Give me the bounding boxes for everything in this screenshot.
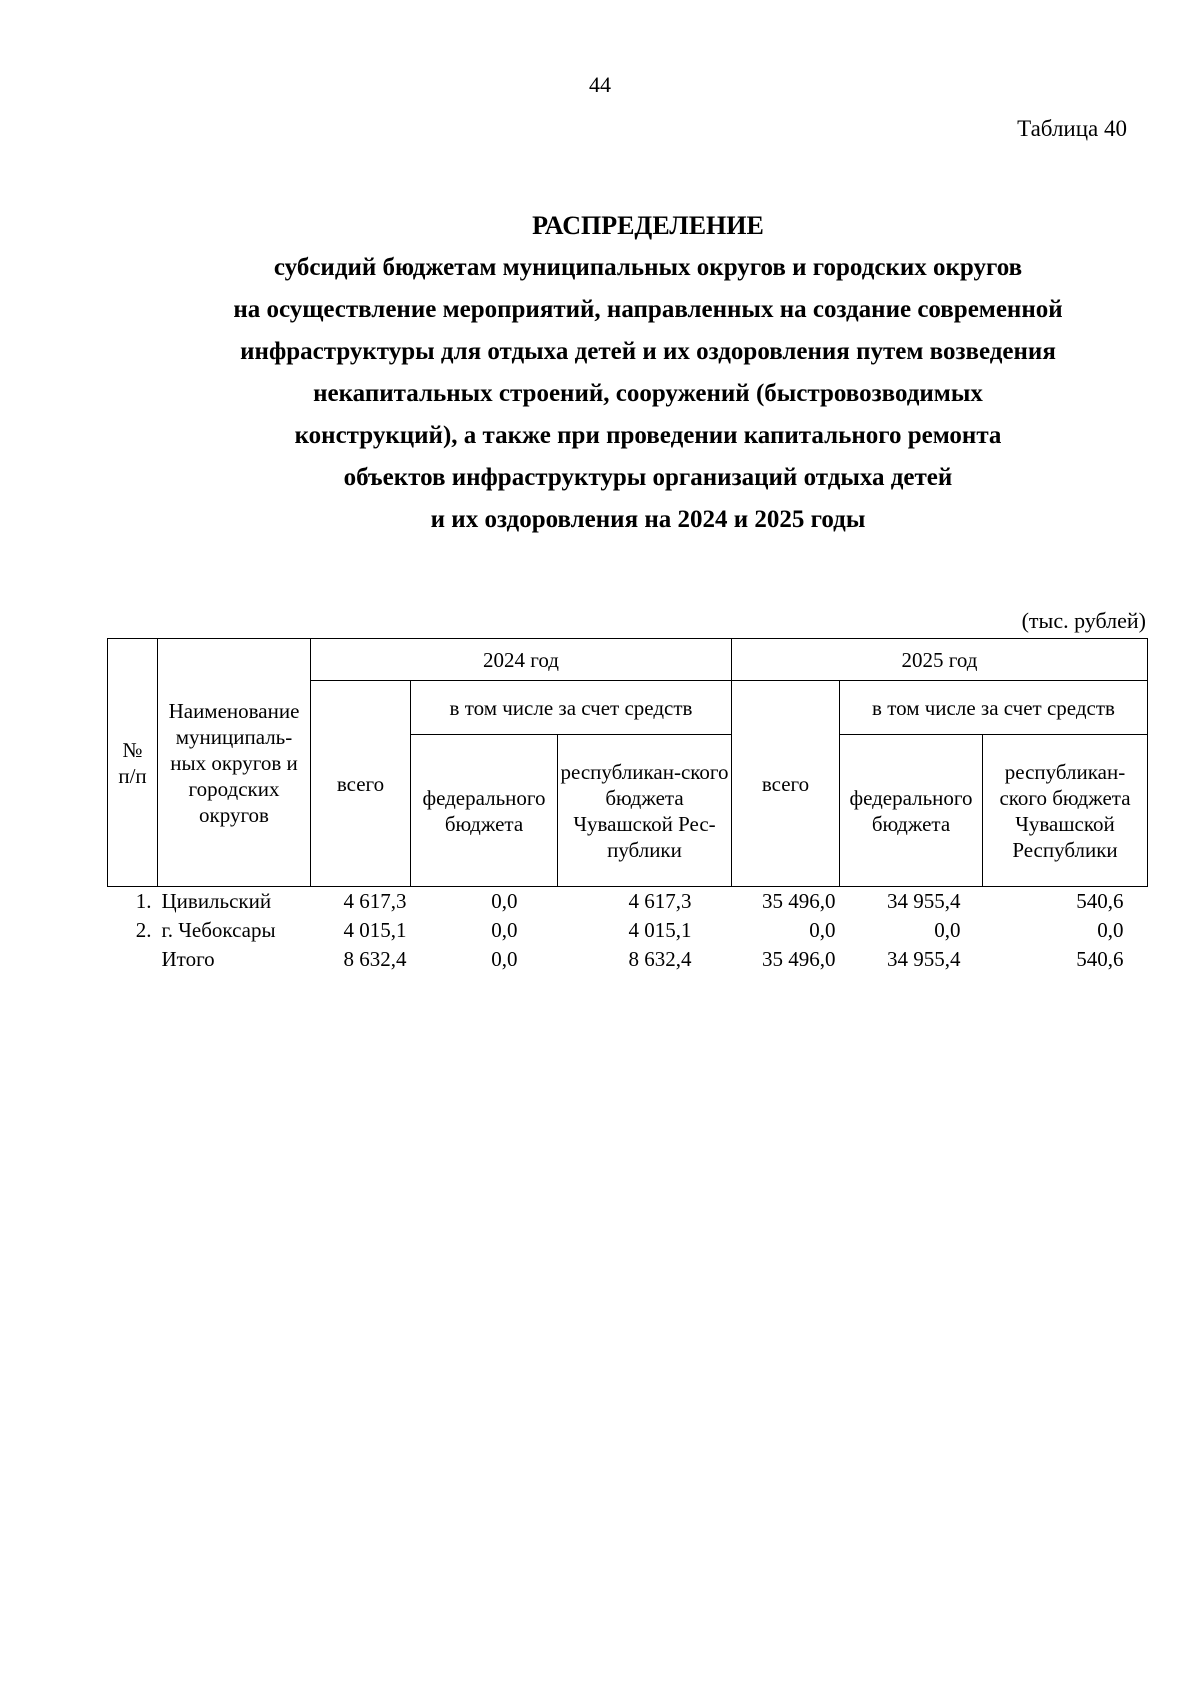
table-label: Таблица 40 [1017,116,1127,141]
header-year-2024: 2024 год [311,639,732,681]
row-number: 2. [135,918,152,942]
distribution-table [107,638,1148,974]
header-federal-2024: федерального бюджета [411,735,558,887]
table-row [108,916,1148,945]
total-2025: 0,0 [809,918,836,942]
table-row [108,945,1148,974]
title-line: некапитальных строений, сооружений (быстровозводимых [313,380,983,407]
total-2025: 35 496,0 [762,889,836,913]
document-title [150,205,1146,541]
republican-2024: 4 617,3 [628,889,692,913]
federal-2024: 0,0 [491,947,518,971]
row-name: Цивильский [161,889,272,913]
header-including-2025: в том числе за счет средств [840,681,1148,735]
header-republican-2024: республикан-ского бюджета Чувашской Рес-публики [558,735,732,887]
total-2025: 35 496,0 [762,947,836,971]
republican-2024: 4 015,1 [628,918,692,942]
federal-2024: 0,0 [491,889,518,913]
republican-2025: 0,0 [1097,918,1124,942]
header-number: № п/п [108,639,158,887]
federal-2025: 34 955,4 [887,889,961,913]
title-line: на осуществление мероприятий, направленных на создание современной [233,296,1063,323]
republican-2025: 540,6 [1076,889,1124,913]
title-line: конструкций), а также при проведении капитального ремонта [294,422,1002,449]
row-name: Итого [161,947,215,971]
row-number [108,945,158,974]
title-line: субсидий бюджетам муниципальных округов и городских округов [273,254,1023,281]
federal-2025: 34 955,4 [887,947,961,971]
title-line: инфраструктуры для отдыха детей и их оздоровления путем возведения [240,338,1056,365]
republican-2025: 540,6 [1076,947,1124,971]
header-federal-2025: федерального бюджета [840,735,983,887]
title-line: и их оздоровления на 2024 и 2025 годы [430,506,866,533]
header-name: Наименование муниципаль-ных округов и городских округов [158,639,311,887]
total-2024: 8 632,4 [343,947,407,971]
federal-2024: 0,0 [491,918,518,942]
row-name: г. Чебоксары [161,918,276,942]
header-total-2024: всего [311,681,411,887]
title-line: объектов инфраструктуры организаций отдыха детей [343,464,953,491]
republican-2024: 8 632,4 [628,947,692,971]
header-total-2025: всего [732,681,840,887]
page-number: 44 [589,72,611,97]
title-main: РАСПРЕДЕЛЕНИЕ [532,211,764,240]
header-year-2025: 2025 год [732,639,1148,681]
header-including-2024: в том числе за счет средств [411,681,732,735]
total-2024: 4 617,3 [343,889,407,913]
federal-2025: 0,0 [934,918,961,942]
total-2024: 4 015,1 [343,918,407,942]
header-republican-2025: республикан-ского бюджета Чувашской Республики [983,735,1148,887]
table-row [108,887,1148,917]
units-label: (тыс. рублей) [1021,608,1146,633]
row-number: 1. [135,889,152,913]
